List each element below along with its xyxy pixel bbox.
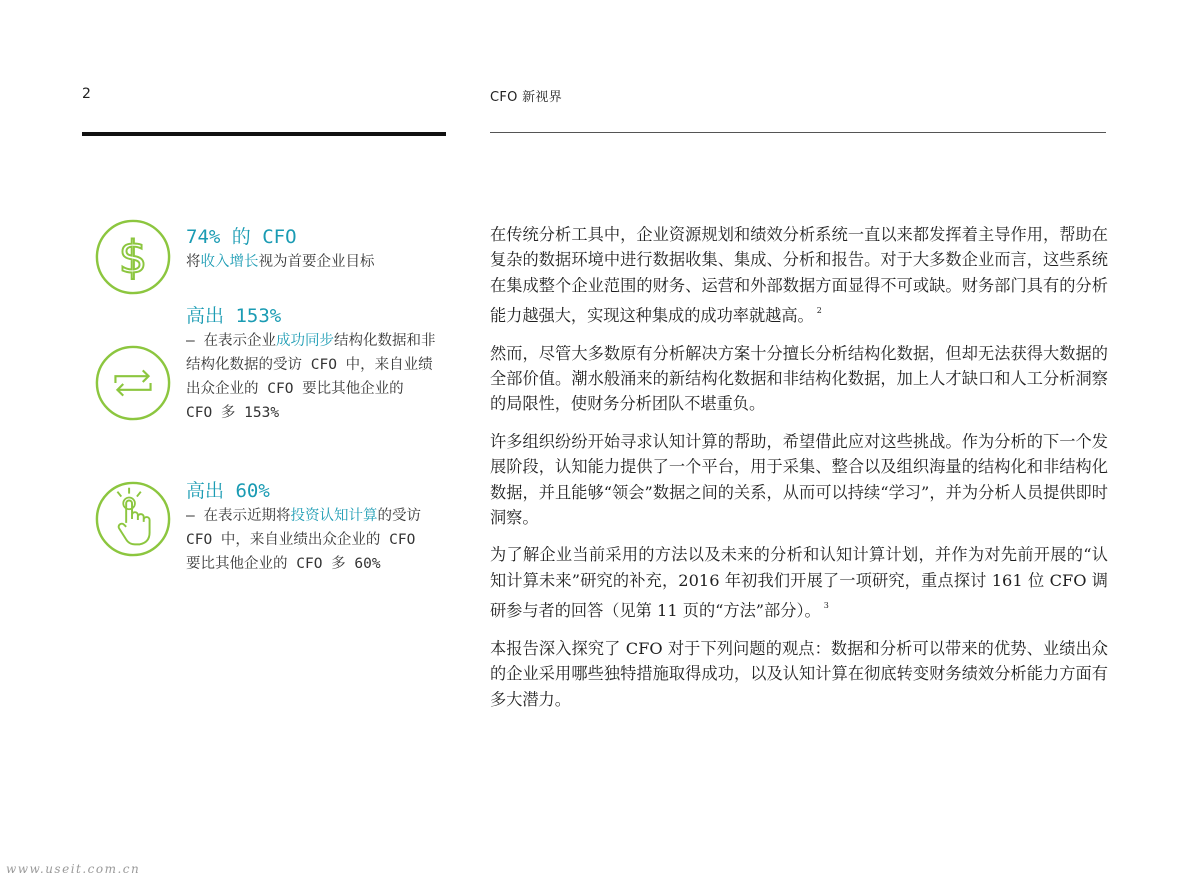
stat-highlight: 成功同步 bbox=[275, 333, 334, 349]
svg-text:$: $ bbox=[118, 230, 148, 284]
body-text bbox=[490, 222, 1108, 724]
arrows-cycle-icon bbox=[94, 344, 172, 422]
footnote-marker: 3 bbox=[823, 601, 829, 611]
footnote-marker: 2 bbox=[816, 306, 822, 316]
paragraph: 然而，尽管大多数原有分析解决方案十分擅长分析结构化数据，但却无法获得大数据的全部价值。潮水般涌来的新结构化数据和非结构化数据，加上人才缺口和人工分析洞察的局限性，使财务分析团队不堪重负。 bbox=[490, 343, 1108, 414]
watermark: www.useit.com.cn bbox=[6, 862, 141, 876]
stat-title: 74% 的 CFO bbox=[186, 226, 297, 248]
stat-description: 将收入增长视为首要企业目标 bbox=[186, 254, 375, 270]
stat-title: 高出 60% bbox=[186, 480, 270, 502]
header-rule-right bbox=[490, 132, 1106, 133]
stat-highlight: 收入增长 bbox=[200, 254, 259, 270]
stat-block-revenue bbox=[186, 224, 436, 274]
page-number: 2 bbox=[82, 86, 91, 102]
paragraph: 本报告深入探究了 CFO 对于下列问题的观点：数据和分析可以带来的优势、业绩出众的企业采用哪些独特措施取得成功，以及认知计算在彻底转变财务绩效分析能力方面有多大潜力。 bbox=[490, 638, 1108, 709]
header-rule-left bbox=[82, 132, 446, 136]
dollar-icon bbox=[94, 218, 172, 296]
paragraph: 为了解企业当前采用的方法以及未来的分析和认知计算计划，并作为对先前开展的“认知计算未来”研究的补充，2016 年初我们开展了一项研究，重点探讨 161 位 CFO 调研参与者的回答（见第 11 页的“方法”部分）。 $^3$ bbox=[490, 545, 1108, 621]
paragraph: 在传统分析工具中，企业资源规划和绩效分析系统一直以来都发挥着主导作用，帮助在复杂的数据环境中进行数据收集、集成、分析和报告。对于大多数企业而言，这些系统在集成整个企业范围的财务、运营和外部数据方面显得不可或缺。财务部门具有的分析能力越强大，实现这种集成的成功率就越高。 $^2$ bbox=[490, 225, 1108, 326]
stat-block-sync bbox=[186, 303, 436, 425]
hand-touch-icon bbox=[94, 480, 172, 558]
stat-description: – 在表示企业成功同步结构化数据和非结构化数据的受访 CFO 中，来自业绩出众企业的 CFO 要比其他企业的 CFO 多 153% bbox=[186, 333, 436, 421]
paragraph: 许多组织纷纷开始寻求认知计算的帮助，希望借此应对这些挑战。作为分析的下一个发展阶段，认知能力提供了一个平台，用于采集、整合以及组织海量的结构化和非结构化数据，并且能够“领会”数据之间的关系，从而可以持续“学习”，并为分析人员提供即时洞察。 bbox=[490, 431, 1108, 528]
stat-description: – 在表示近期将投资认知计算的受访 CFO 中，来自业绩出众企业的 CFO 要比其他企业的 CFO 多 60% bbox=[186, 508, 421, 572]
stat-highlight: 投资认知计算 bbox=[290, 508, 378, 524]
stat-title: 高出 153% bbox=[186, 305, 282, 327]
stat-block-cognitive bbox=[186, 478, 436, 576]
header-title: CFO 新视界 bbox=[490, 90, 563, 105]
